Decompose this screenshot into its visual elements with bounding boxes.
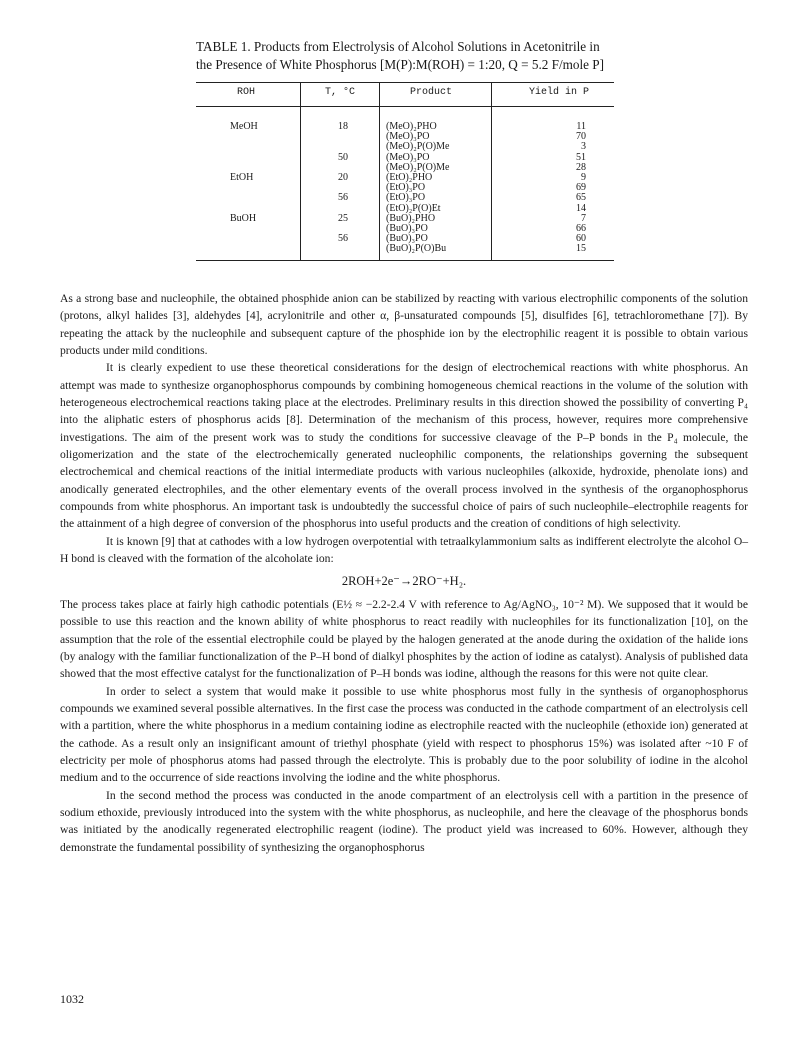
header-roh: ROH (236, 87, 255, 98)
cell-product: (MeO)₃PO (386, 151, 430, 163)
body-text (60, 290, 748, 856)
header-temperature: T, °C (324, 87, 355, 98)
cell-temperature: 50 (338, 151, 348, 163)
cell-product: (BuO)₃PO (386, 233, 428, 245)
cell-yield: 70 (576, 131, 586, 143)
cell-yield: 28 (576, 161, 586, 173)
cell-yield: 11 (576, 121, 586, 132)
cell-yield: 60 (576, 233, 586, 245)
cell-product: (EtO)₃PO (386, 192, 426, 204)
column-divider (491, 82, 492, 260)
cell-temperature: 56 (338, 233, 348, 245)
paragraph: In order to select a system that would make it possible to use white phosphorus most fully in the synthesis of organophosphorus compounds we examined several possible alternatives. In the first case the process was conducted in the cathode compartment of an electrolysis cell with a partition, where the white phosphorus in a medium containing iodine as electrophile reacted with the nucleophile (ethoxide ion) generated at the cathode. As a result only an insignificant amount of triethyl phosphate (yield with respect to phosphorus 15%) was isolated after ~10 F of electricity per mole of phosphorus atoms had passed through the electrolyte. This is probably due to the poor solubility of iodine in the alcohol medium and to the occurrence of side reactions involving the iodine and the white phosphorus. (60, 684, 748, 785)
table-caption: TABLE 1. Products from Electrolysis of Alcohol Solutions in Acetonitrile in the Presence of White Phosphorus [M(P):M(ROH) = 1:20, Q = 5.2 F/mole P] (196, 39, 605, 72)
cell-product: (EtO)₂PHO (386, 172, 433, 183)
page-number: 1032 (60, 992, 84, 1006)
cell-yield: 7 (581, 212, 586, 224)
cell-yield: 51 (576, 151, 586, 163)
column-divider (300, 82, 301, 260)
cell-product: (MeO)₃PO (386, 131, 430, 143)
cell-yield: 14 (576, 202, 586, 214)
paragraph: The process takes place at fairly high cathodic potentials (E½ ≈ −2.2-2.4 V with reference to Ag/AgNO₃, 10⁻² M). We supposed that it would be possible to use this reaction and the known ability of white phosphorus to react readily with nucleophiles for its functionalization [10], on the assumption that the role of the essential electrophile could be played by the halogen generated at the anode during the oxidation of the halide ions (by analogy with the familiar functionalization of the P–H bond of dialkyl phosphites by the action of iodine as catalyst). Analysis of published data showed that the most effective catalyst for the functionalization of P–H bonds was iodine, although the reasons for this were not quite clear. (60, 597, 748, 681)
cell-yield: 15 (576, 243, 586, 255)
paragraph: It is known [9] that at cathodes with a low hydrogen overpotential with tetraalkylammonium salts as indifferent electrolyte the alcohol O–H bond is cleaved with the formation of the alcoholate ion: (60, 534, 748, 566)
cell-yield: 3 (581, 141, 586, 153)
header-product: Product (409, 87, 452, 98)
cell-temperature: 20 (338, 172, 348, 183)
cell-yield: 69 (576, 182, 586, 194)
cell-product: (EtO)₃PO (386, 182, 426, 194)
column-divider (379, 82, 380, 260)
products-table (196, 82, 614, 260)
cell-product: (BuO)₃PO (386, 223, 428, 234)
equation: 2ROH+2e⁻→2RO⁻+H₂. (341, 573, 467, 588)
cell-yield: 66 (576, 223, 586, 234)
cell-product: (MeO)₂P(O)Me (386, 141, 450, 153)
paragraph: As a strong base and nucleophile, the obtained phosphide anion can be stabilized by reacting with various electrophilic components of the solution (protons, alkyl halides [3], aldehydes [4], acrylonitrile and other α, β-unsaturated compounds [5], disulfides [6], tetrachloromethane [7]). By repeating the attack by the nucleophile and subsequent capture of the phosphide ion by the electrophilic reagent it is possible to obtain various products under mild conditions. (60, 292, 748, 358)
cell-yield: 9 (581, 172, 586, 183)
cell-temperature: 18 (338, 121, 348, 132)
cell-roh: EtOH (230, 172, 254, 183)
cell-temperature: 25 (338, 212, 348, 224)
table-header-rule (196, 106, 614, 107)
paragraph: In the second method the process was conducted in the anode compartment of an electrolysis cell with a partition in the presence of sodium ethoxide, previously introduced into the system with the white phosphorus, as nucleophile, and here the cleavage of the phosphorus bonds was initiated by the anodically regenerated electrophilic reagent (iodine). The product yield was increased to 60%. However, although they demonstrate the fundamental possibility of synthesizing the organophosphorus (60, 788, 748, 854)
header-yield: Yield in P (528, 87, 589, 98)
cell-product: (MeO)₂PHO (386, 121, 437, 132)
table-top-rule (196, 82, 614, 83)
paragraph: It is clearly expedient to use these theoretical considerations for the design of electrochemical reactions with white phosphorus. An attempt was made to synthesize organophosphorus compounds by combining homogeneous chemical reactions in the volume of the solution with heterogeneous electrochemical reactions taking place at the electrodes. Preliminary results in this direction showed the possibility of converting P₄ into the aliphatic esters of phosphorus acids [8]. Determination of the mechanism of this process, however, requires more comprehensive investigations. The aim of the present work was to study the conditions for successive cleavage of the P–P bonds in the P₄ molecule, the oligomerization and the state of the electrochemically generated nucleophilic components, the relationships governing the subsequent electrochemical and chemical reactions of the initial intermediate products with various nucleophiles (alkoxide, hydroxide, phenolate ions) and anodically generated electrophiles, and the other elementary events of the overall process involved in the synthesis of the organophosphorus compounds from white phosphorus. An important task is undoubtedly the successful choice of pairs of such nucleophile–electrophile reagents for the attainment of a high degree of conversion of the phosphorus into useful products and the creation of conditions of high selectivity. (60, 361, 748, 531)
cell-roh: MeOH (230, 121, 258, 132)
cell-product: (MeO)₂P(O)Me (386, 161, 450, 173)
cell-temperature: 56 (338, 192, 348, 204)
table-bottom-rule (196, 260, 614, 261)
cell-product: (BuO)₂PHO (386, 212, 436, 224)
cell-product: (BuO)₂P(O)Bu (386, 243, 447, 255)
cell-roh: BuOH (230, 212, 257, 224)
cell-product: (EtO)₂P(O)Et (386, 202, 441, 214)
cell-yield: 65 (576, 192, 586, 204)
